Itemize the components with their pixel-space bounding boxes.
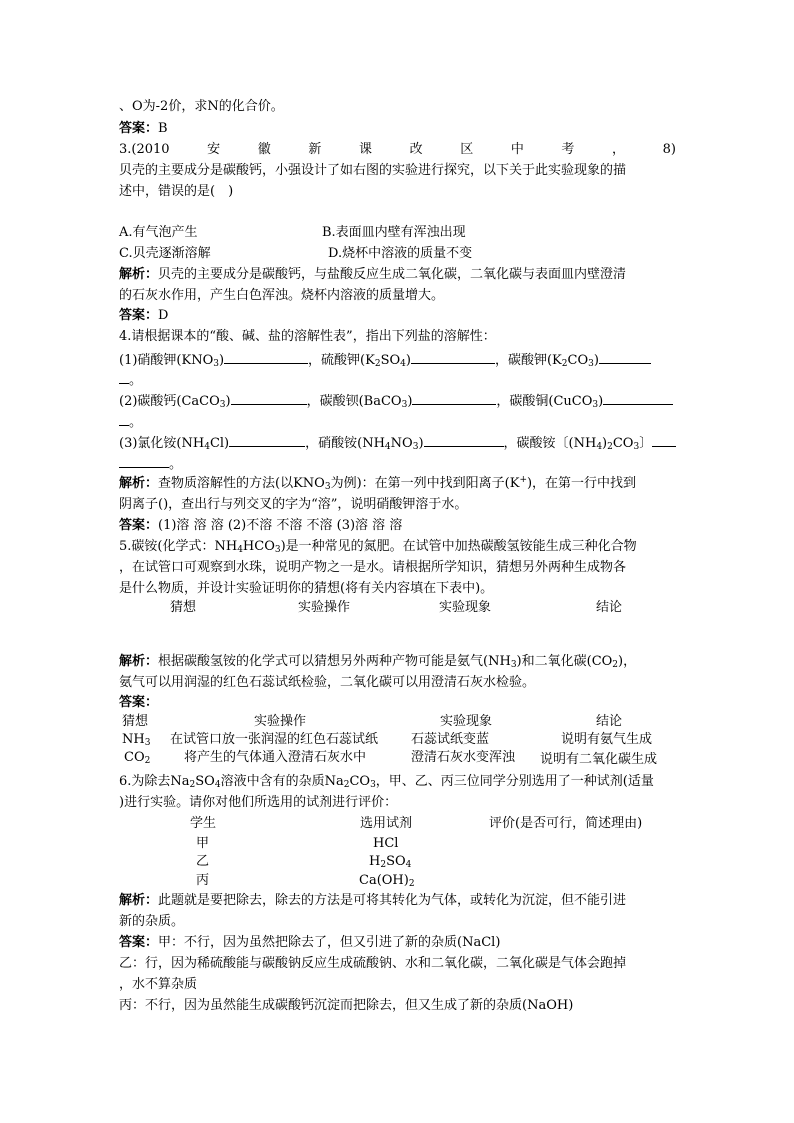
- analysis5-line1: 解析：根据碳酸氢铵的化学式可以猜想另外两种产物可能是氨气$(NH_3)$和二氧化碳$(CO_2)$，: [119, 654, 637, 670]
- q5-line2: [119, 559, 626, 577]
- table6-student: 丙: [196, 873, 210, 888]
- text: 的石灰水作用，产生白色浑浊。烧杯内溶液的质量增大。: [119, 288, 445, 303]
- subscript: 2: [380, 860, 387, 870]
- analysis-label: 解析：: [119, 476, 159, 491]
- text: 甲：不行，因为虽然把除去了，但又引进了新的杂质(NaCl): [158, 935, 501, 950]
- table5-row-operation: 将产生的气体通入澄清石灰水中: [184, 750, 367, 765]
- subscript: 3: [144, 738, 151, 748]
- fill-blank[interactable]: [603, 391, 673, 405]
- answer6-line4: [119, 997, 573, 1015]
- option-c: [119, 245, 211, 263]
- q5-line1: 5.碳铵(化学式：$NH_4HCO_3$)是一种常见的氮肥。在试管中加热碳酸氢铵能生成三种化合物: [119, 539, 637, 555]
- table5-row-operation: 在试管口放一张润湿的红色石蕊试纸: [170, 732, 379, 747]
- table6-header-student: 学生: [190, 816, 217, 831]
- q3-token: ，: [612, 142, 626, 157]
- text: 溶液中含有的杂质Na: [220, 774, 344, 789]
- text: 贝壳的主要成分是碳酸钙，与盐酸反应生成二氧化碳，二氧化碳与表面皿内壁澄清: [158, 267, 627, 282]
- table5-header-guess: 猜想: [170, 600, 197, 615]
- text: ，碳酸钡(BaCO: [306, 394, 402, 409]
- table5-row-guess: [124, 749, 150, 767]
- text: 述中，错误的是( ): [119, 184, 234, 199]
- answer-value: D: [158, 308, 169, 323]
- table5-answer-header-operation: 实验操作: [254, 714, 307, 729]
- answer-label: 答案：: [119, 695, 159, 710]
- analysis3-line2: [119, 287, 444, 305]
- table5-header-operation: 实验操作: [298, 600, 351, 615]
- table5-row-conclusion: 说明有氨气生成: [561, 732, 653, 747]
- option-text: B.表面皿内壁有浑浊出现: [322, 225, 466, 240]
- q4-item1: (1)硝酸钾$(KNO_3)$ ，硫酸钾$(K_2SO_4)$ ，碳酸钾$(K_2CO_3)$: [119, 350, 651, 370]
- text: 乙：行，因为稀硫酸能与碳酸钠反应生成硫酸钠、水和二氧化碳，二氧化碳是气体会跑掉: [119, 956, 627, 971]
- subscript: 4: [405, 860, 412, 870]
- analysis6-line1: [119, 892, 626, 910]
- fill-blank[interactable]: [119, 370, 129, 384]
- option-a: [119, 224, 198, 242]
- fill-blank[interactable]: [229, 433, 305, 447]
- table6-header-reagent: 选用试剂: [360, 816, 413, 831]
- text: NH: [122, 732, 145, 747]
- text: ，在试管口可观察到水珠，说明产物之一是水。请根据所学知识，猜想另外两种生成物各: [119, 560, 627, 575]
- answer5-label-line: [119, 694, 158, 712]
- answer6-line2: [119, 955, 626, 973]
- text: HCO: [242, 539, 275, 554]
- text: 查物质溶解性的方法(以KNO: [158, 476, 325, 491]
- text: 根据碳酸氢铵的化学式可以猜想另外两种产物可能是氨气(NH: [158, 654, 511, 669]
- q6-line2: [119, 794, 397, 812]
- text: 、O为-2价，求N的化合价。: [119, 99, 284, 114]
- text: SO: [386, 854, 406, 869]
- analysis-label: 解析：: [119, 654, 159, 669]
- fill-blank[interactable]: [599, 350, 651, 364]
- q3-line3: [119, 183, 233, 201]
- option-d: [328, 245, 472, 263]
- q3-token: 课: [358, 142, 372, 157]
- q4-item3: (3)氯化铵$(NH_4Cl)$ ，硝酸铵$(NH_4NO_3)$ ，碳酸铵〔$(NH_4)_2CO_3$〕: [119, 433, 676, 453]
- analysis5-line2: [119, 674, 535, 692]
- text: CO: [349, 774, 371, 789]
- text: 6.为除去Na: [119, 774, 190, 789]
- table5-header-phenomenon: 实验现象: [439, 600, 492, 615]
- table5-answer-header-phenomenon: 实验现象: [440, 714, 493, 729]
- answer3-line: [119, 307, 168, 325]
- text: ，碳酸铵〔(NH: [503, 436, 597, 451]
- answer-value: B: [158, 121, 168, 136]
- table6-student: 甲: [196, 836, 210, 851]
- option-text: A.有气泡产生: [119, 225, 198, 240]
- text: ，硝酸铵(NH: [305, 436, 385, 451]
- q3-token: 安: [207, 142, 221, 157]
- q3-token: 考: [561, 142, 575, 157]
- q4-item2-cont: 。: [119, 412, 142, 432]
- text: Ca(OH): [359, 873, 409, 888]
- q3-token: 新: [308, 142, 322, 157]
- text: 阴离子()，查出行与列交叉的字为“溶”，说明硝酸钾溶于水。: [119, 497, 468, 512]
- table5-answer-header-guess: 猜想: [122, 714, 149, 729]
- table5-answer-header-conclusion: 结论: [596, 714, 623, 729]
- answer4-line: [119, 517, 402, 535]
- answer-line: [119, 120, 168, 138]
- text: ，水不算杂质: [119, 977, 198, 992]
- option-b: [322, 224, 466, 242]
- q3-token: 改: [409, 142, 423, 157]
- subscript: 2: [408, 879, 415, 889]
- answer-label: 答案：: [119, 935, 159, 950]
- text: 氨气可以用润湿的红色石蕊试纸检验，二氧化碳可以用澄清石灰水检验。: [119, 675, 536, 690]
- text: (3)氯化铵(NH: [119, 436, 205, 451]
- q4-line1: [119, 328, 496, 346]
- text: 是什么物质，并设计实验证明你的猜想(将有关内容填在下表中)。: [119, 581, 494, 596]
- fill-blank[interactable]: [424, 433, 504, 447]
- option-text: C.贝壳逐渐溶解: [119, 246, 211, 261]
- answer-label: 答案：: [119, 121, 159, 136]
- fill-blank[interactable]: [119, 412, 129, 426]
- text: 4.请根据课本的“酸、碱、盐的溶解性表”，指出下列盐的溶解性：: [119, 329, 496, 344]
- text: ，碳酸钾(K: [494, 353, 562, 368]
- text: 贝壳的主要成分是碳酸钙，小强设计了如右图的实验进行探究，以下关于此实验现象的描: [119, 163, 627, 178]
- analysis3-line1: [119, 266, 626, 284]
- text: CO: [612, 436, 634, 451]
- q3-token: 8): [662, 142, 676, 157]
- text: ，碳酸铜(CuCO: [496, 394, 593, 409]
- analysis4-line1: 解析：查物质溶解性的方法(以$KNO_3$为例)：在第一列中找到阳离子(K+)，在第一行中找到: [119, 475, 637, 492]
- table5-row-guess: [122, 731, 150, 749]
- text: SO: [195, 774, 215, 789]
- text: 5.碳铵(化学式：NH: [119, 539, 238, 554]
- text: 丙：不行，因为虽然能生成碳酸钙沉淀而把除去，但又生成了新的杂质(NaOH): [119, 998, 574, 1013]
- q3-token: 中: [510, 142, 524, 157]
- text: H: [369, 854, 381, 869]
- q2-tail-line: [119, 98, 284, 116]
- text: (2)碳酸钙(CaCO: [119, 394, 220, 409]
- text: CO: [124, 750, 145, 765]
- text: )，: [618, 654, 637, 669]
- answer-value: (1)溶 溶 溶 (2)不溶 不溶 不溶 (3)溶 溶 溶: [158, 518, 403, 533]
- analysis4-line2: [119, 496, 467, 514]
- analysis-label: 解析：: [119, 893, 159, 908]
- text: )和二氧化碳(CO: [516, 654, 613, 669]
- q4-item2: (2)碳酸钙(CaCO$_3$) ，碳酸钡(BaCO$_3$) ，碳酸铜(CuCO$_3$): [119, 391, 673, 411]
- fill-blank[interactable]: [412, 391, 496, 405]
- q5-line3: [119, 580, 493, 598]
- fill-blank[interactable]: [119, 454, 169, 468]
- text: ，硫酸钾(K: [308, 353, 375, 368]
- text: 为例)：在第一列中找到阳离子(K: [330, 476, 520, 491]
- answer6-line1: [119, 934, 500, 952]
- q3-line2: [119, 162, 626, 180]
- table5-row-phenomenon: 石蕊试纸变蓝: [411, 732, 490, 747]
- fill-blank[interactable]: [231, 391, 307, 405]
- answer6-line3: [119, 976, 197, 994]
- table6-reagent: [359, 872, 415, 890]
- q3-token: 区: [460, 142, 474, 157]
- table6-reagent: [369, 853, 411, 871]
- text: )是一种常见的氮肥。在试管中加热碳酸氢铵能生成三种化合物: [280, 539, 637, 554]
- answer-label: 答案：: [119, 308, 159, 323]
- q3-token: 3.(2010: [119, 142, 170, 157]
- table5-row-phenomenon: 澄清石灰水变浑浊: [411, 750, 516, 765]
- q3-token: 徽: [257, 142, 271, 157]
- q4-item3-cont: 。: [119, 454, 182, 474]
- option-text: D.烧杯中溶液的质量不变: [328, 246, 473, 261]
- analysis6-line2: [119, 913, 184, 931]
- fill-blank[interactable]: [224, 350, 308, 364]
- subscript: 2: [144, 756, 151, 766]
- text: ，甲、乙、丙三位同学分别选用了一种试剂(适量: [375, 774, 654, 789]
- table6-reagent: HCl: [373, 836, 399, 851]
- q6-line1: 6.为除去$Na_2SO_4$溶液中含有的杂质$Na_2CO_3$，甲、乙、丙三位同学分别选用了一种试剂(适量: [119, 774, 654, 790]
- table5-header-conclusion: 结论: [596, 600, 623, 615]
- table5-row-conclusion: 说明有二氧化碳生成: [540, 752, 658, 767]
- text: )进行实验。请你对他们所选用的试剂进行评价：: [119, 795, 398, 810]
- fill-blank[interactable]: [411, 350, 495, 364]
- answer-label: 答案：: [119, 518, 159, 533]
- text: 新的杂质。: [119, 914, 185, 929]
- text: )，在第一行中找到: [526, 476, 637, 491]
- table6-header-evaluation: 评价(是否可行，简述理由): [489, 816, 643, 831]
- q3-line1: [119, 141, 676, 159]
- analysis-label: 解析：: [119, 267, 159, 282]
- q4-item1-cont: 。: [119, 370, 142, 390]
- fill-blank[interactable]: [652, 433, 676, 447]
- table6-student: 乙: [196, 854, 210, 869]
- text: 此题就是要把除去，除去的方法是可将其转化为气体，或转化为沉淀，但不能引进: [158, 893, 627, 908]
- text: (1)硝酸钾(KNO: [119, 353, 214, 368]
